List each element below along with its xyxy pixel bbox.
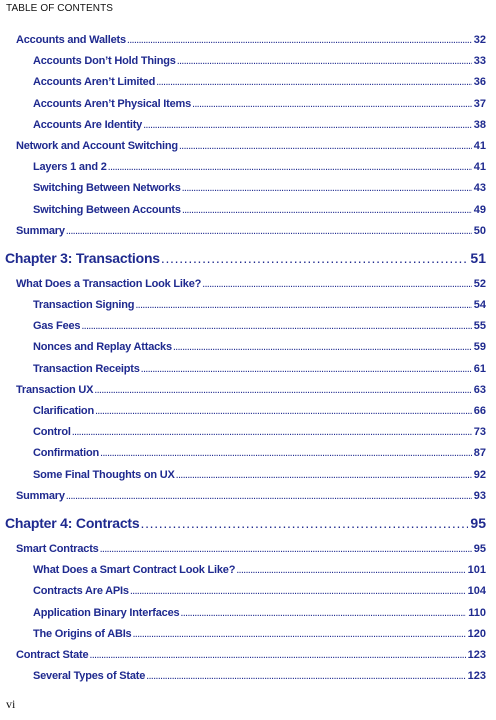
dot-leader (179, 136, 472, 157)
toc-subsection-entry[interactable] (0, 443, 496, 464)
toc-subsection-entry[interactable] (0, 581, 496, 602)
toc-entry-page-number: 43 (473, 182, 486, 195)
toc-entry-page-number: 104 (467, 585, 486, 598)
toc-subsection-entry[interactable] (0, 560, 496, 581)
dot-leader (182, 200, 472, 221)
dot-leader (130, 581, 466, 602)
toc-entry-title: Network and Account Switching (16, 139, 178, 152)
toc-entry-page-number: 73 (473, 426, 486, 439)
toc-entry-title: Some Final Thoughts on UX (33, 468, 175, 481)
dot-leader (143, 115, 472, 136)
table-of-contents (0, 30, 496, 687)
toc-entry-title: Several Types of State (33, 670, 146, 683)
dot-leader (94, 380, 471, 401)
toc-subsection-entry[interactable] (0, 157, 496, 178)
dot-leader (176, 465, 472, 486)
toc-section-entry[interactable] (0, 274, 496, 295)
toc-entry-title: Summary (16, 224, 65, 237)
toc-subsection-entry[interactable] (0, 603, 496, 624)
toc-chapter-entry[interactable] (0, 244, 496, 272)
toc-section-entry[interactable] (0, 30, 496, 51)
dot-leader (89, 645, 465, 666)
toc-subsection-entry[interactable] (0, 72, 496, 93)
dot-leader (100, 443, 472, 464)
dot-leader (66, 221, 472, 242)
toc-entry-page-number: 110 (468, 606, 486, 619)
toc-subsection-entry[interactable] (0, 295, 496, 316)
dot-leader (140, 509, 468, 537)
toc-entry-title: Accounts Are Identity (33, 118, 143, 131)
toc-entry-title: What Does a Transaction Look Like? (16, 277, 202, 290)
toc-entry-page-number: 123 (467, 670, 486, 683)
dot-leader (146, 666, 465, 687)
toc-entry-title: What Does a Smart Contract Look Like? (33, 564, 236, 577)
toc-chapter-entry[interactable] (0, 509, 496, 537)
toc-entry-title: Transaction Signing (33, 299, 135, 312)
toc-subsection-entry[interactable] (0, 422, 496, 443)
running-head: TABLE OF CONTENTS (6, 3, 114, 14)
toc-entry-page-number: 95 (473, 542, 486, 555)
toc-subsection-entry[interactable] (0, 94, 496, 115)
toc-entry-title: Nonces and Replay Attacks (33, 341, 172, 354)
toc-entry-title: Smart Contracts (16, 542, 99, 555)
toc-entry-page-number: 33 (473, 55, 486, 68)
toc-entry-title: Layers 1 and 2 (33, 161, 107, 174)
toc-entry-page-number: 32 (473, 34, 486, 46)
toc-subsection-entry[interactable] (0, 666, 496, 687)
toc-entry-page-number: 123 (467, 648, 486, 661)
dot-leader (236, 560, 465, 581)
toc-entry-page-number: 51 (470, 249, 486, 266)
dot-leader (177, 51, 472, 72)
toc-entry-page-number: 41 (473, 161, 486, 174)
toc-section-entry[interactable] (0, 486, 496, 507)
toc-entry-page-number: 38 (473, 118, 486, 131)
toc-entry-page-number: 92 (473, 468, 486, 481)
toc-subsection-entry[interactable] (0, 178, 496, 199)
toc-entry-title: Accounts Don’t Hold Things (33, 55, 176, 68)
toc-entry-page-number: 95 (470, 514, 486, 531)
toc-entry-title: Gas Fees (33, 320, 81, 333)
toc-entry-title: Confirmation (33, 447, 100, 460)
toc-subsection-entry[interactable] (0, 337, 496, 358)
dot-leader (141, 359, 472, 380)
toc-entry-title: Chapter 4: Contracts (5, 514, 140, 531)
toc-section-entry[interactable] (0, 645, 496, 666)
dot-leader (81, 316, 471, 337)
toc-entry-page-number: 50 (473, 224, 486, 237)
toc-subsection-entry[interactable] (0, 401, 496, 422)
toc-entry-title: Accounts Aren’t Physical Items (33, 97, 192, 110)
dot-leader (192, 94, 472, 115)
dot-leader (132, 624, 465, 645)
toc-entry-title: Chapter 3: Transactions (5, 249, 160, 266)
toc-entry-title: Clarification (33, 405, 94, 417)
toc-entry-title: Summary (16, 489, 65, 502)
dot-leader (180, 603, 466, 624)
toc-entry-page-number: 49 (473, 203, 486, 216)
toc-entry-page-number: 54 (473, 299, 486, 312)
toc-section-entry[interactable] (0, 221, 496, 242)
toc-subsection-entry[interactable] (0, 200, 496, 221)
dot-leader (182, 178, 472, 199)
toc-section-entry[interactable] (0, 380, 496, 401)
toc-entry-page-number: 120 (467, 627, 486, 640)
toc-entry-title: Accounts and Wallets (16, 34, 126, 46)
toc-subsection-entry[interactable] (0, 624, 496, 645)
toc-entry-page-number: 36 (473, 76, 486, 89)
toc-subsection-entry[interactable] (0, 465, 496, 486)
toc-entry-page-number: 61 (473, 362, 486, 375)
toc-entry-page-number: 37 (473, 97, 486, 110)
toc-entry-page-number: 63 (473, 383, 486, 396)
dot-leader (202, 274, 472, 295)
toc-entry-page-number: 59 (473, 341, 486, 354)
dot-leader (173, 337, 472, 358)
toc-entry-title: The Origins of ABIs (33, 627, 132, 640)
dot-leader (135, 295, 471, 316)
dot-leader (108, 157, 472, 178)
toc-entry-title: Switching Between Accounts (33, 203, 181, 216)
dot-leader (127, 30, 472, 51)
dot-leader (66, 486, 472, 507)
dot-leader (100, 539, 472, 560)
toc-entry-page-number: 52 (473, 277, 486, 290)
dot-leader (72, 422, 472, 443)
toc-entry-page-number: 87 (473, 447, 486, 460)
toc-subsection-entry[interactable] (0, 316, 496, 337)
toc-entry-title: Contract State (16, 648, 89, 661)
toc-entry-page-number: 55 (473, 320, 486, 333)
dot-leader (161, 244, 469, 272)
toc-entry-title: Switching Between Networks (33, 182, 181, 195)
toc-entry-title: Transaction UX (16, 383, 94, 396)
toc-entry-title: Accounts Aren’t Limited (33, 76, 156, 89)
toc-entry-title: Control (33, 426, 71, 439)
toc-entry-page-number: 41 (473, 139, 486, 152)
toc-section-entry[interactable] (0, 136, 496, 157)
page-number: vi (6, 697, 16, 711)
toc-subsection-entry[interactable] (0, 51, 496, 72)
toc-entry-title: Contracts Are APIs (33, 585, 129, 598)
toc-subsection-entry[interactable] (0, 115, 496, 136)
dot-leader (156, 72, 472, 93)
toc-subsection-entry[interactable] (0, 359, 496, 380)
toc-entry-page-number: 101 (467, 564, 486, 577)
toc-entry-title: Application Binary Interfaces (33, 606, 180, 619)
toc-section-entry[interactable] (0, 539, 496, 560)
dot-leader (95, 401, 472, 422)
toc-entry-page-number: 66 (473, 405, 486, 417)
toc-entry-page-number: 93 (473, 489, 486, 502)
toc-entry-title: Transaction Receipts (33, 362, 140, 375)
